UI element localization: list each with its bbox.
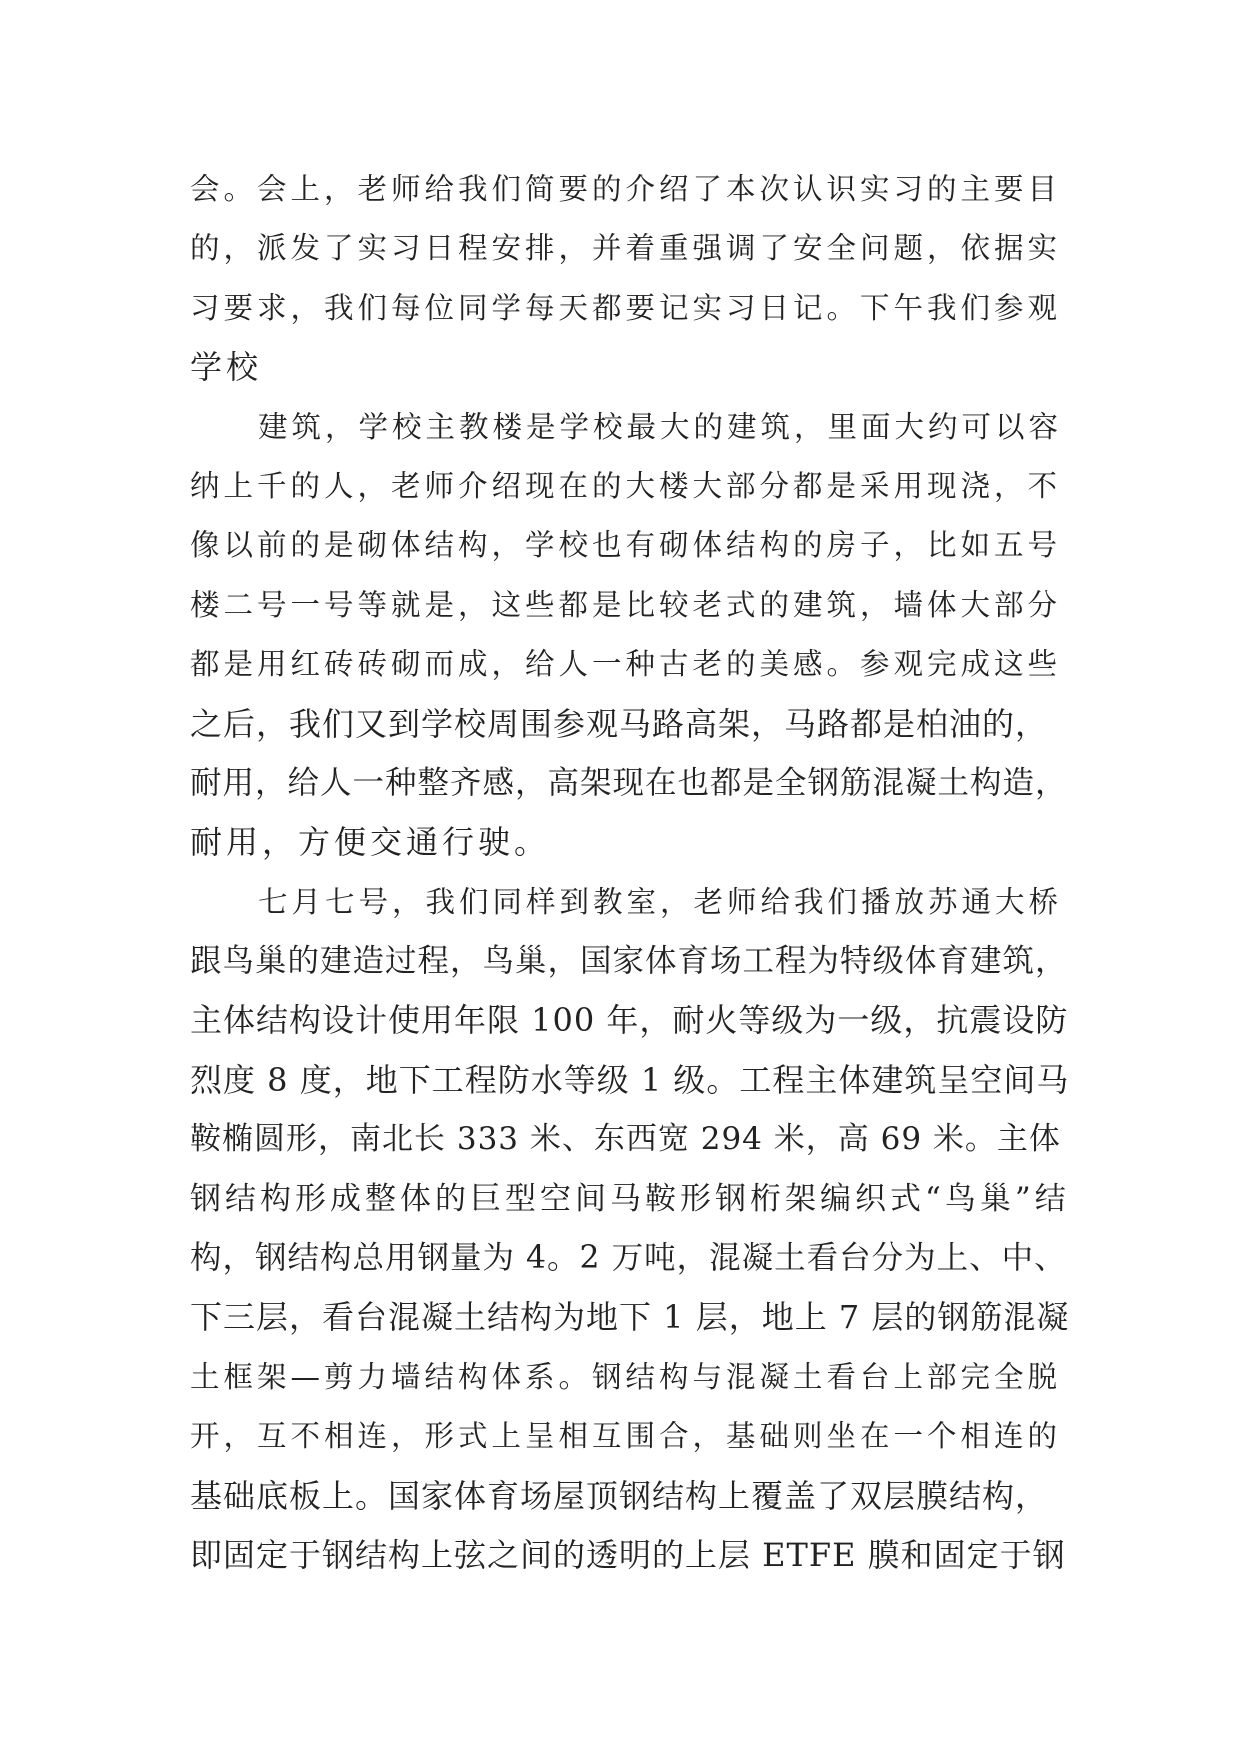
text-line: 开，互不相连，形式上呈相互围合，基础则坐在一个相连的 <box>190 1419 1062 1454</box>
text-line: 下三层，看台混凝土结构为地下 1 层，地上 7 层的钢筋混凝 <box>190 1298 1070 1337</box>
text-line: 之后，我们又到学校周围参观马路高架，马路都是柏油的， <box>190 704 1049 743</box>
text-line: 即固定于钢结构上弦之间的透明的上层 ETFE 膜和固定于钢 <box>190 1535 1066 1574</box>
text-line: 鞍椭圆形，南北长 333 米、东西宽 294 米，高 69 米。主体 <box>190 1121 1061 1158</box>
body-text <box>190 160 1070 1585</box>
text-line: 主体结构设计使用年限 100 年，耐火等级为一级，抗震设防 <box>190 1001 1069 1040</box>
text-line: 钢结构形成整体的巨型空间马鞍形钢桁架编织式“鸟巢”结 <box>190 1180 1070 1217</box>
paragraph-first-line: 建筑，学校主教楼是学校最大的建筑，里面大约可以容 <box>258 409 1063 444</box>
text-line: 习要求，我们每位同学每天都要记实习日记。下午我们参观 <box>190 290 1062 325</box>
text-line: 楼二号一号等就是，这些都是比较老式的建筑，墙体大部分 <box>190 587 1062 622</box>
text-line: 烈度 8 度，地下工程防水等级 1 级。工程主体建筑呈空间马 <box>190 1060 1070 1099</box>
text-line: 的，派发了实习日程安排，并着重强调了安全问题，依据实 <box>190 231 1062 266</box>
text-line: 都是用红砖砖砌而成，给人一种古老的美感。参观完成这些 <box>190 647 1062 682</box>
text-line: 纳上千的人，老师介绍现在的大楼大部分都是采用现浇，不 <box>190 468 1062 503</box>
text-line: 基础底板上。国家体育场屋顶钢结构上覆盖了双层膜结构， <box>190 1476 1049 1515</box>
text-line: 耐用，给人一种整齐感，高架现在也都是全钢筋混凝土构造， <box>190 764 1068 801</box>
text-line: 跟鸟巢的建造过程，鸟巢，国家体育场工程为特级体育建筑， <box>190 943 1068 980</box>
paragraph-first-line: 七月七号，我们同样到教室，老师给我们播放苏通大桥 <box>258 884 1063 919</box>
text-line: 土框架—剪力墙结构体系。钢结构与混凝土看台上部完全脱 <box>190 1359 1062 1394</box>
text-line: 耐用，方便交通行驶。 <box>190 823 551 862</box>
text-line: 会。会上，老师给我们简要的介绍了本次认识实习的主要目 <box>190 172 1062 206</box>
text-line: 构，钢结构总用钢量为 4。2 万吨，混凝土看台分为上、中、 <box>190 1240 1067 1277</box>
text-line: 学校 <box>190 348 263 387</box>
text-line: 像以前的是砌体结构，学校也有砌体结构的房子，比如五号 <box>190 528 1062 563</box>
